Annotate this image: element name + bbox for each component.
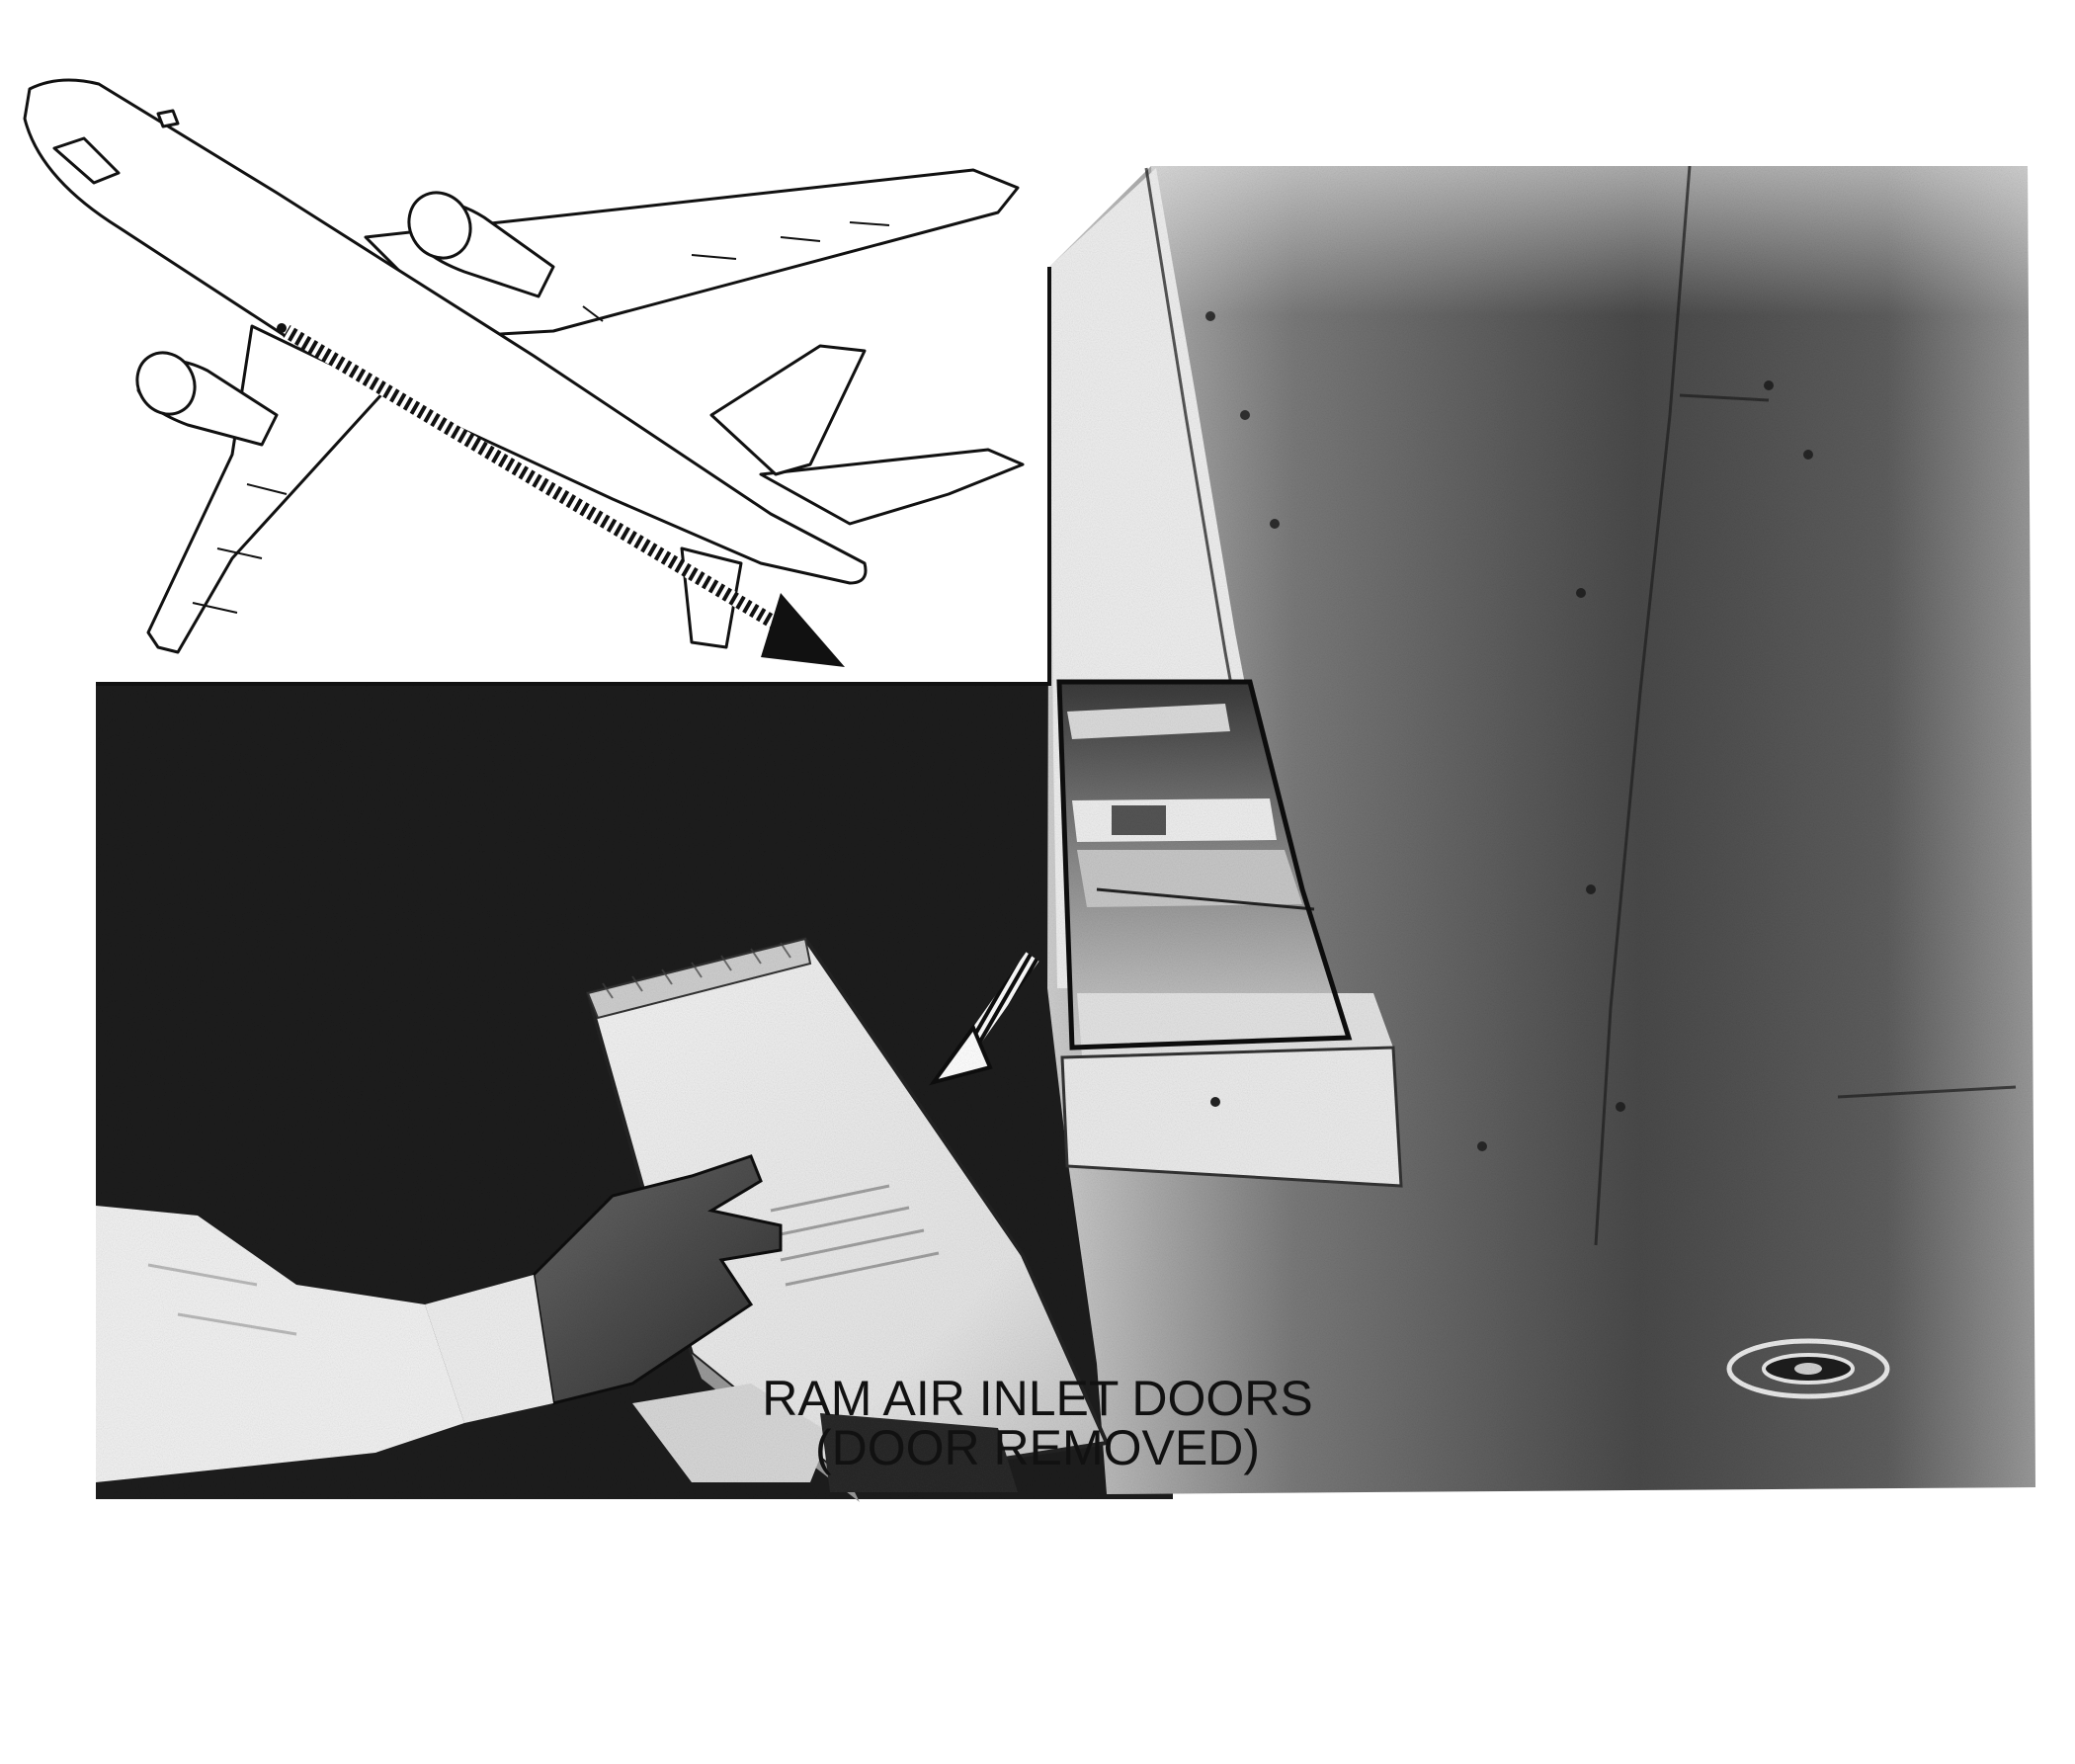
- aircraft-locator-inset: [10, 69, 1049, 692]
- inlet-sill: [1062, 1048, 1401, 1186]
- figure-caption-title: RAM AIR INLET DOORS: [762, 1371, 1313, 1426]
- figure-caption-subtitle: (DOOR REMOVED): [815, 1420, 1260, 1475]
- sill-fastener: [1210, 1097, 1220, 1107]
- fuselage-highlight: [1151, 166, 2031, 593]
